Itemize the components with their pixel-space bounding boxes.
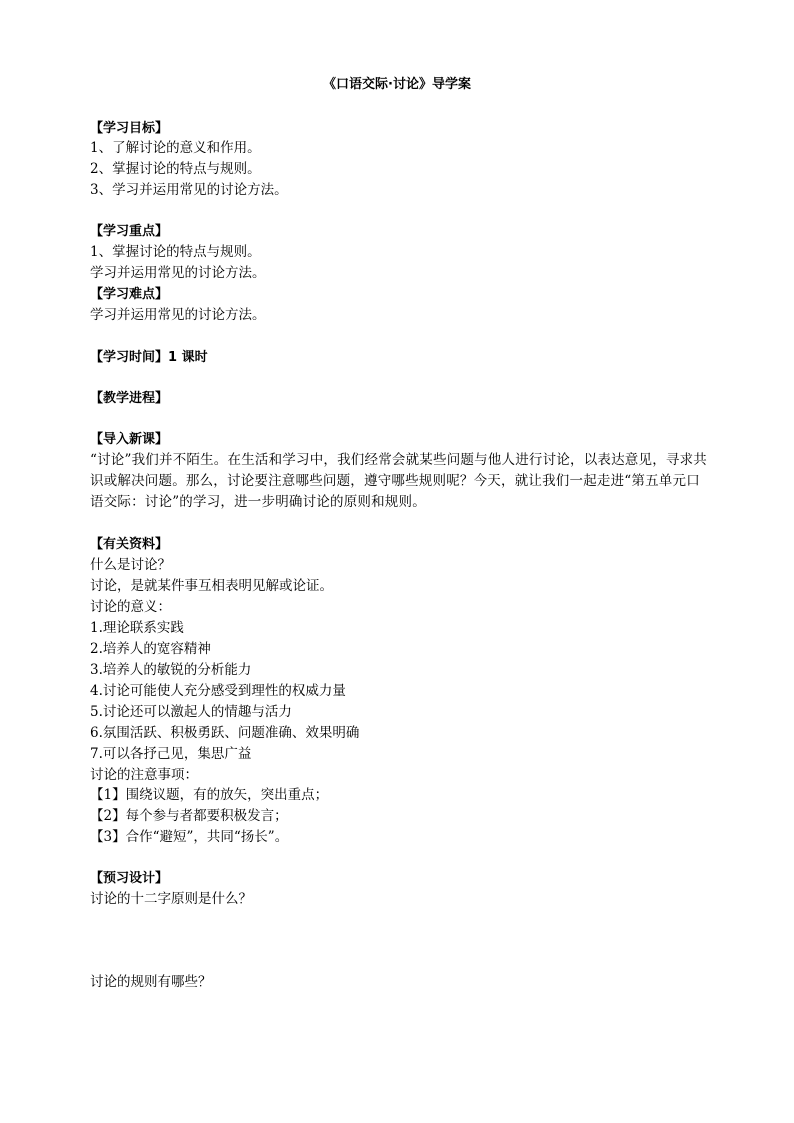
- materials-line: 讨论的意义：: [90, 599, 171, 615]
- materials-line: 4.讨论可能使人充分感受到理性的权威力量: [90, 683, 346, 699]
- preview-question: 讨论的十二字原则是什么？: [90, 891, 252, 907]
- preview-heading: 【预习设计】: [90, 871, 169, 886]
- objectives-heading: 【学习目标】: [90, 121, 169, 136]
- materials-line: 什么是讨论？: [90, 557, 171, 573]
- materials-line: 6.氛围活跃、积极勇跃、问题准确、效果明确: [90, 725, 360, 741]
- materials-line: 2.培养人的宽容精神: [90, 641, 211, 657]
- difficulties-heading: 【学习难点】: [90, 287, 169, 302]
- preview-question: 讨论的规则有哪些？: [90, 974, 212, 990]
- difficulty-item: 学习并运用常见的讨论方法。: [90, 307, 266, 323]
- materials-line: 讨论的注意事项：: [90, 767, 198, 783]
- objective-item: 2、掌握讨论的特点与规则。: [90, 161, 261, 177]
- materials-line: 【2】每个参与者都要积极发言；: [90, 808, 288, 824]
- materials-heading: 【有关资料】: [90, 537, 169, 552]
- objective-item: 3、学习并运用常见的讨论方法。: [90, 182, 288, 198]
- materials-line: 3.培养人的敏锐的分析能力: [90, 662, 252, 678]
- materials-line: 1.理论联系实践: [90, 620, 184, 636]
- key-point-item: 学习并运用常见的讨论方法。: [90, 265, 266, 281]
- materials-line: 讨论，是就某件事互相表明见解或论证。: [90, 578, 333, 594]
- materials-line: 【3】合作“避短”，共同“扬长”。: [90, 829, 289, 845]
- key-points-heading: 【学习重点】: [90, 224, 169, 239]
- materials-line: 5.讨论还可以激起人的情趣与活力: [90, 704, 292, 720]
- process-heading: 【教学进程】: [90, 391, 169, 406]
- objective-item: 1、了解讨论的意义和作用。: [90, 140, 261, 156]
- intro-paragraph: “讨论”我们并不陌生。在生活和学习中，我们经常会就某些问题与他人进行讨论，以表达意见，寻求共识或解决问题。那么，讨论要注意哪些问题，遵守哪些规则呢？今天，就让我们一起走进“第五单元口语交际：讨论”的学习，进一步明确讨论的原则和规则。: [90, 452, 708, 510]
- key-point-item: 1、掌握讨论的特点与规则。: [90, 244, 261, 260]
- materials-line: 7.可以各抒己见，集思广益: [90, 746, 252, 762]
- intro-heading: 【导入新课】: [90, 432, 169, 447]
- materials-line: 【1】围绕议题，有的放矢，突出重点；: [90, 787, 329, 803]
- study-time-heading: 【学习时间】1 课时: [90, 350, 208, 365]
- page-title: 《口语交际·讨论》导学案: [323, 77, 471, 92]
